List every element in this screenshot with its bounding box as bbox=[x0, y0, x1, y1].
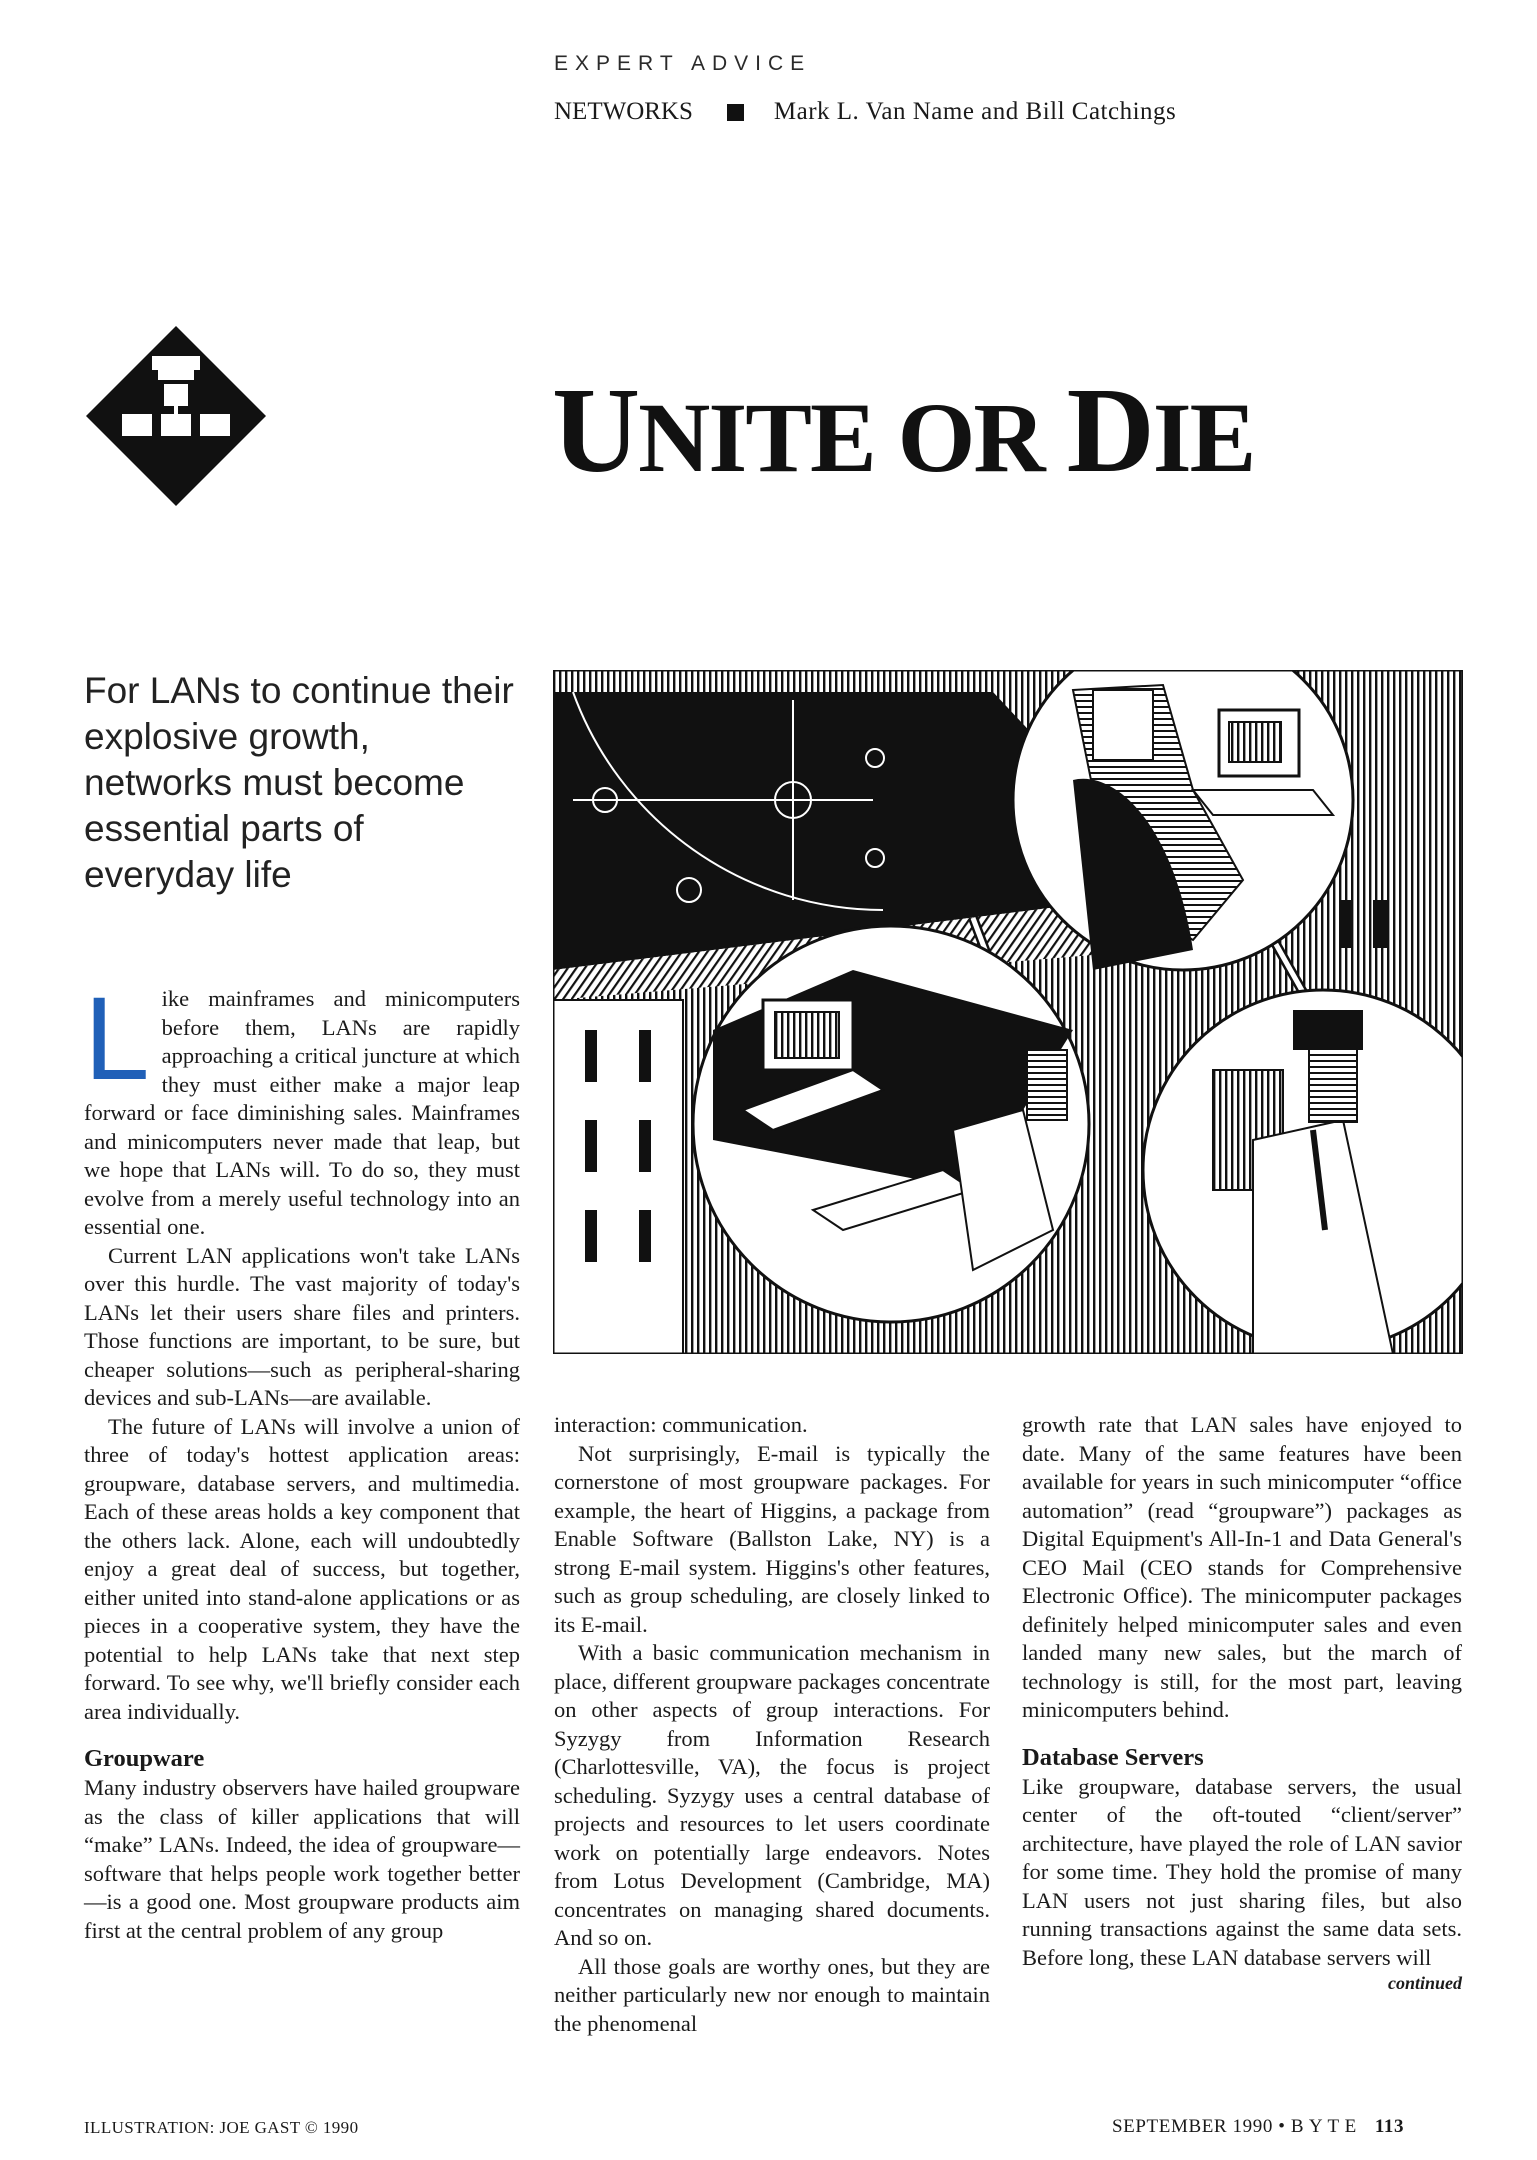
body-column-1 bbox=[84, 973, 520, 1945]
paragraph: Not surprisingly, E-mail is typically the cornerstone of most groupware packages. For example, the heart of Higgins, a package from Enable Software (Ballston Lake, NY) is a strong E-mail system. Higgins's other features, such as group scheduling, are closely linked to its E-mail. bbox=[554, 1440, 990, 1637]
paragraph: Like groupware, database servers, the usual center of the oft-touted “client/server” architecture, have played the role of LAN savior for some time. They hold the promise of many LAN users not just sharing files, but also running transactions against the same data sets. Before long, these LAN database servers will bbox=[1022, 1773, 1462, 1970]
byline bbox=[554, 98, 1176, 126]
networks-logo-icon bbox=[86, 326, 266, 506]
paragraph: Current LAN applications won't take LANs over this hurdle. The vast majority of today's LANs let their users share files and printers. Those functions are important, to be sure, but cheaper solutions—such as peripheral-sharing devices and sub-LANs—are available. bbox=[84, 1242, 520, 1410]
article-title: UNITE OR DIE bbox=[552, 363, 1255, 498]
issue-date: SEPTEMBER 1990 • B Y T E bbox=[1112, 2116, 1357, 2137]
continued-label: continued bbox=[1387, 1973, 1462, 1993]
page-footer bbox=[1112, 2116, 1404, 2138]
paragraph: Many industry observers have hailed groupware as the class of killer applications that will “make” LANs. Indeed, the idea of groupware—software that helps people work together better—is a good one. Most groupware products aim first at the central problem of any group bbox=[84, 1775, 520, 1943]
paragraph: ike mainframes and minicomputers before them, LANs are rapidly approaching a critical juncture at which they must either make a major leap forward or face diminishing sales. Mainframes and minicomputers never made that leap, but we hope that LANs will. To do so, they must evolve from a merely useful technology into an essential one. bbox=[84, 986, 520, 1239]
column-name: NETWORKS bbox=[554, 98, 693, 125]
dropcap: L bbox=[84, 973, 150, 1105]
body-column-3 bbox=[1022, 1411, 1462, 1994]
paragraph: growth rate that LAN sales have enjoyed to date. Many of the same features have been available for years in such minicomputer “office automation” (read “groupware”) packages as Digital Equipment's All-In-1 and Data General's CEO Mail (CEO stands for Comprehensive Electronic Office). The minicomputer packages definitely helped minicomputer sales and even landed many new sales, but the march of technology is still, for the most part, leaving minicomputers behind. bbox=[1022, 1412, 1462, 1722]
subhead-groupware: Groupware bbox=[84, 1745, 205, 1772]
illustration-credit: ILLUSTRATION: JOE GAST © 1990 bbox=[84, 2118, 359, 2137]
article-deck: For LANs to continue their explosive growth, networks must become essential parts of everyday life bbox=[84, 670, 514, 895]
paragraph: With a basic communication mechanism in place, different groupware packages concentrate on other aspects of group interactions. For Syzygy from Information Research (Charlottesville, VA), the focus is project scheduling. Syzygy uses a central database of projects and resources to let users coordinate work on potentially large endeavors. Notes from Lotus Development (Cambridge, MA) concentrates on managing shared documents. And so on. bbox=[554, 1640, 990, 1950]
body-column-2 bbox=[554, 1411, 990, 2038]
authors: Mark L. Van Name and Bill Catchings bbox=[773, 98, 1177, 125]
section-kicker: EXPERT ADVICE bbox=[554, 52, 812, 75]
network-users-illustration bbox=[553, 670, 1463, 1354]
subhead-database-servers: Database Servers bbox=[1022, 1743, 1204, 1771]
paragraph: The future of LANs will involve a union of three of today's hottest application areas: groupware, database servers, and multimedia. Each of these areas holds a key component that the others lack. Alone, each will undoubtedly enjoy a great deal of success, but together, either united into stand-alone applications or as pieces in a cooperative system, they have the potential to help LANs take that next step forward. To see why, we'll briefly consider each area individually. bbox=[84, 1413, 520, 1724]
separator-square-icon bbox=[727, 104, 744, 121]
page-number: 113 bbox=[1374, 2116, 1405, 2137]
paragraph: interaction: communication. bbox=[554, 1412, 808, 1437]
paragraph: All those goals are worthy ones, but they are neither particularly new nor enough to maintain the phenomenal bbox=[554, 1953, 990, 2036]
